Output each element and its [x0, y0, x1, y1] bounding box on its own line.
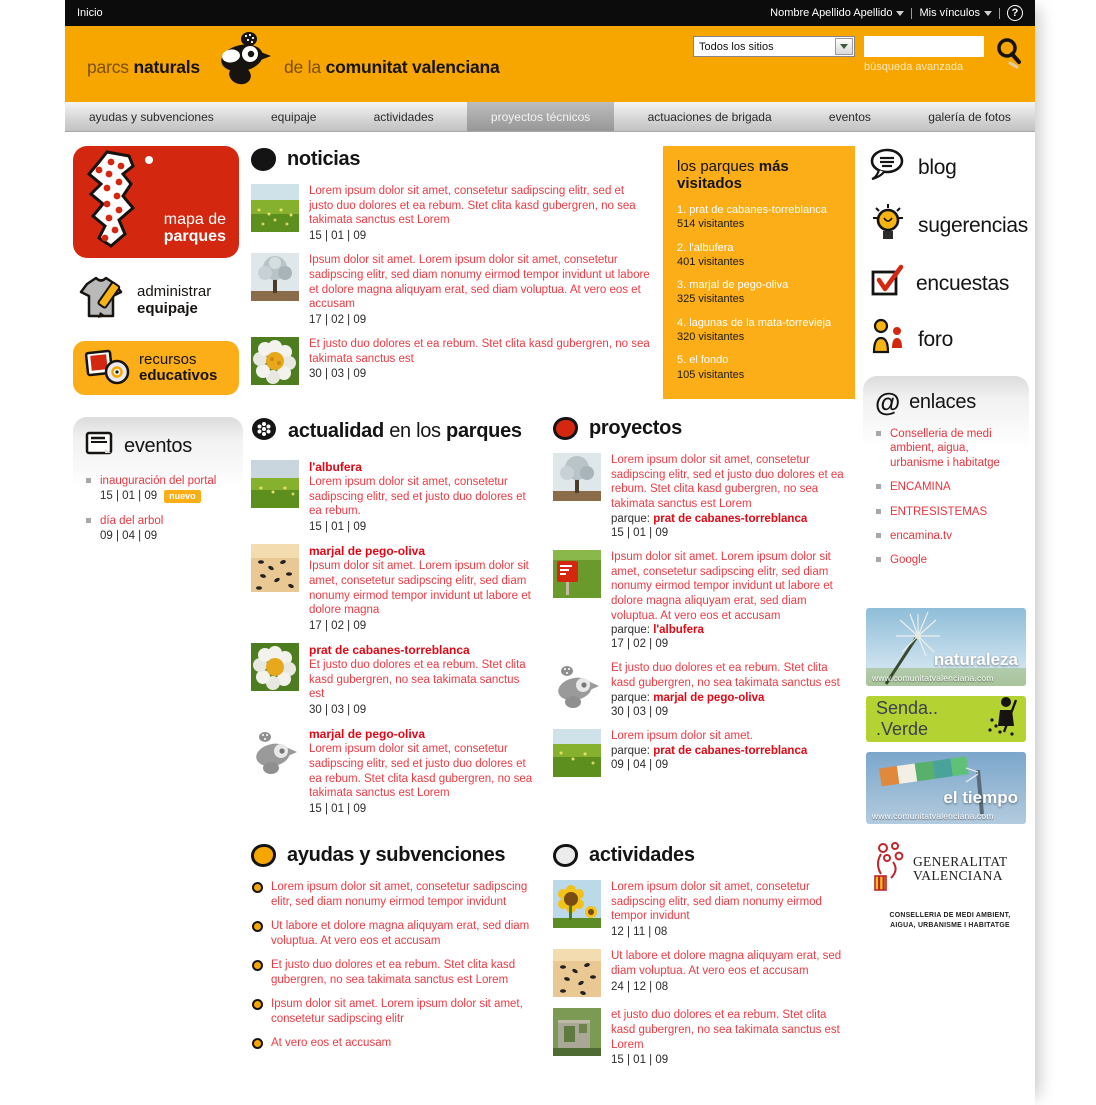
news-item	[251, 337, 651, 385]
grant-link[interactable]: At vero eos et accusam	[271, 1036, 392, 1049]
my-links-menu[interactable]: Mis vínculos	[919, 7, 992, 19]
actuality-date: 15 | 01 | 09	[309, 803, 367, 816]
news-link[interactable]: Ipsum dolor sit amet. Lorem ipsum dolor sit amet, consetetur sadipscing elitr, sed diam nonumy eirmod tempor invidunt ut labore et dolore magna aliquyam erat, sed diam voluptua. At vero eos et accusam	[309, 254, 650, 311]
advanced-search-link[interactable]: búsqueda avanzada	[864, 61, 964, 73]
row-news	[251, 146, 855, 399]
news-item	[251, 184, 651, 242]
chevron-down-icon	[896, 11, 904, 16]
most-visited-panel	[663, 146, 855, 399]
project-date: 15 | 01 | 09	[611, 526, 669, 539]
visited-park-item	[677, 278, 841, 307]
grant-item	[271, 919, 535, 949]
resources-icon	[81, 346, 133, 391]
winter-tree-photo[interactable]	[553, 453, 601, 501]
people-icon	[869, 318, 907, 361]
news-link[interactable]: Et justo duo dolores et ea rebum. Stet clita kasd gubergren, no sea takimata sanctus est	[309, 338, 650, 365]
project-link[interactable]: Lorem ipsum dolor sit amet.	[611, 729, 753, 742]
activities-section	[553, 842, 855, 1077]
left-sidebar	[65, 146, 247, 1077]
search-area	[693, 36, 1023, 73]
grant-link[interactable]: Ipsum dolor sit amet. Lorem ipsum dolor sit amet, consetetur sadipscing elitr	[271, 997, 523, 1025]
search-input-column	[864, 36, 984, 73]
map-promo-label: mapa de parques	[163, 210, 226, 246]
projects-blob-icon	[553, 417, 578, 440]
visitor-count: 105 visitantes	[677, 368, 745, 381]
actuality-item	[251, 460, 535, 533]
event-date: 15 | 01 | 09 nuevo	[100, 489, 231, 503]
park-link[interactable]: l'albufera	[653, 624, 704, 637]
field-sign-photo[interactable]	[553, 550, 601, 598]
search-button[interactable]	[993, 36, 1023, 73]
links-panel	[863, 376, 1029, 594]
news-title: noticias	[251, 148, 651, 171]
event-link[interactable]: inauguración del portal	[100, 475, 217, 487]
project-park: parque: prat de cabanes-torreblanca	[611, 512, 808, 525]
news-date: 30 | 03 | 09	[309, 368, 367, 381]
news-item	[251, 253, 651, 326]
winter-tree-photo[interactable]	[251, 253, 299, 301]
project-item	[553, 550, 851, 651]
banner-url: www.comunitatvalenciana.com	[872, 810, 994, 821]
project-item-body	[611, 661, 851, 717]
main-content	[65, 132, 1035, 1105]
park-link[interactable]: marjal de pego-oliva	[653, 691, 765, 704]
external-link[interactable]: encamina.tv	[890, 529, 953, 542]
news-item-body	[309, 337, 651, 385]
grant-item	[271, 958, 535, 988]
actuality-blob-icon	[251, 417, 277, 447]
projects-title: proyectos	[553, 417, 851, 440]
logo-text-left: parcs naturals	[87, 57, 200, 77]
project-link[interactable]: Ipsum dolor sit amet. Lorem ipsum dolor sit amet, consetetur sadipscing elitr, sed diam nonumy eirmod tempor invidunt ut labore et dolore magna aliquyam erat, sed diam voluptua. At vero eos et accusam	[611, 550, 833, 622]
activity-date: 24 | 12 | 08	[611, 980, 669, 993]
user-menu[interactable]: Nombre Apellido Apellido	[770, 7, 904, 19]
project-item-body	[611, 550, 851, 651]
center-column	[247, 146, 863, 1077]
project-item	[553, 661, 851, 717]
activity-item-body	[611, 880, 851, 938]
event-link[interactable]: día del arbol	[100, 514, 164, 527]
external-link[interactable]: Google	[890, 554, 928, 567]
visited-park-item	[677, 316, 841, 345]
park-link[interactable]: prat de cabanes-torreblanca	[653, 744, 808, 757]
sidebar-item-encuestas[interactable]: encuestas	[869, 264, 1031, 303]
grants-blob-icon	[251, 844, 276, 867]
actuality-item	[251, 643, 535, 716]
actuality-link[interactable]: Ipsum dolor sit amet. Lorem ipsum dolor sit amet, consetetur sadipscing elitr, sed diam nonumy eirmod tempor invidunt ut labore et dolore magna	[309, 560, 531, 617]
links-title: @ enlaces	[875, 387, 976, 417]
park-title-link[interactable]: marjal de pego-oliva	[309, 727, 426, 742]
park-title-link[interactable]: prat de cabanes-torreblanca	[309, 643, 470, 657]
news-item-body	[309, 253, 651, 326]
main-nav	[65, 102, 1035, 132]
search-icon	[993, 58, 1023, 73]
hiker-figure-icon	[982, 696, 1026, 742]
park-link[interactable]: 5. el fondo	[677, 354, 729, 367]
external-link-item	[890, 505, 1017, 519]
actuality-link[interactable]: Et justo duo dolores et ea rebum. Stet clita kasd gubergren, no sea takimata sanctus est	[309, 659, 526, 701]
external-link[interactable]: ENTRESISTEMAS	[890, 505, 988, 518]
park-link[interactable]: 3. marjal de pego-oliva	[677, 279, 789, 292]
right-sidebar	[863, 146, 1035, 1077]
news-section	[251, 146, 663, 399]
gva-logo	[871, 840, 1029, 899]
divider	[911, 8, 912, 19]
banner-title: naturaleza	[933, 649, 1018, 669]
park-title-link[interactable]: marjal de pego-oliva	[309, 544, 426, 559]
new-badge: nuevo	[164, 490, 201, 503]
project-item-body	[611, 729, 807, 777]
gray-bird-logo-photo[interactable]	[251, 727, 299, 775]
sidebar-item-sugerencias[interactable]: sugerencias	[869, 202, 1031, 249]
tab-actividades[interactable]: actividades	[373, 109, 434, 124]
banner-senda-verde[interactable]	[866, 696, 1026, 742]
row-actuality-projects	[251, 415, 855, 826]
external-link-item	[890, 480, 1017, 494]
events-title: eventos	[85, 430, 231, 462]
project-park: parque: l'albufera	[611, 624, 704, 637]
home-link[interactable]: Inicio	[77, 7, 103, 19]
external-link-item	[890, 553, 1017, 567]
activity-item	[553, 880, 851, 938]
actuality-date: 30 | 03 | 09	[309, 704, 367, 717]
tab-actuaciones-de-brigada[interactable]: actuaciones de brigada	[647, 109, 772, 124]
tab-equipaje[interactable]: equipaje	[271, 109, 317, 124]
top-bar-right	[770, 5, 1023, 21]
project-date: 09 | 04 | 09	[611, 758, 669, 771]
actuality-date: 15 | 01 | 09	[309, 521, 367, 534]
banner-naturaleza[interactable]	[866, 608, 1026, 686]
activity-link[interactable]: Lorem ipsum dolor sit amet, consetetur sadipscing elitr, sed diam nonumy eirmod tempor invidunt	[611, 881, 822, 923]
activity-item-body	[611, 949, 851, 997]
actuality-item-body	[309, 460, 535, 533]
activities-blob-icon	[553, 844, 578, 867]
activity-item-body	[611, 1008, 851, 1066]
news-date: 15 | 01 | 09	[309, 230, 367, 243]
visitor-count: 320 visitantes	[677, 331, 745, 344]
activity-link[interactable]: et justo duo dolores et ea rebum. Stet clita kasd gubergren, no sea takimata sanctus est Lorem	[611, 1009, 840, 1051]
activity-date: 15 | 01 | 09	[611, 1054, 669, 1067]
event-date: 09 | 04 | 09	[100, 530, 158, 543]
actuality-item	[251, 544, 535, 632]
site-header	[65, 26, 1035, 102]
logo-text-right: de la comunitat valenciana	[283, 57, 500, 77]
park-link[interactable]: 4. lagunas de la mata-torrevieja	[677, 316, 832, 329]
actuality-date: 17 | 02 | 09	[309, 620, 367, 632]
most-visited-title: los parques más visitados	[677, 158, 789, 192]
meadow-photo[interactable]	[251, 460, 299, 508]
grant-link[interactable]: Ut labore et dolore magna aliquyam erat, sed diam voluptua. At vero eos et accusam	[271, 919, 530, 947]
top-bar	[65, 0, 1035, 26]
grants-title: ayudas y subvenciones	[251, 844, 535, 867]
sidebar-item-blog[interactable]: blog	[869, 148, 1031, 187]
news-link[interactable]: Lorem ipsum dolor sit amet, consetetur sadipscing elitr, sed et justo duo dolores et ea rebum. Stet clita kasd gubergren, no sea takimata sanctus est Lorem	[309, 185, 636, 227]
project-item	[553, 729, 851, 777]
calendar-icon	[85, 430, 115, 462]
external-link[interactable]: Conselleria de medi ambient, aigua, urbanisme i habitatge	[890, 428, 1000, 469]
search-scope-select[interactable]: Todos los sitios	[693, 36, 855, 57]
equipment-promo-label: administrar equipaje	[137, 283, 212, 317]
bees-photo[interactable]	[553, 949, 601, 997]
project-date: 17 | 02 | 09	[611, 638, 669, 651]
bird-logo-icon	[209, 30, 275, 91]
meadow-photo[interactable]	[251, 184, 299, 232]
actuality-item-body	[309, 727, 535, 815]
visitor-count: 325 visitantes	[677, 293, 745, 306]
tab-galeria-de-fotos[interactable]: galería de fotos	[928, 109, 1011, 124]
actuality-link[interactable]: Lorem ipsum dolor sit amet, consetetur sadipscing elitr, sed et justo duo dolores et ea rebum. Stet clita kasd gubergren, no sea takimata sanctus est Lorem	[309, 743, 533, 800]
daisy-photo[interactable]	[251, 337, 299, 385]
banner-url: www.comunitatvalenciana.com	[872, 672, 994, 683]
news-blob-icon	[251, 148, 276, 171]
chevron-down-icon	[840, 44, 848, 49]
banner-title: el tiempo	[943, 787, 1018, 807]
tab-proyectos-tecnicos[interactable]: proyectos técnicos	[467, 102, 614, 131]
news-item-body	[309, 184, 651, 242]
divider	[999, 8, 1000, 19]
project-link[interactable]: Lorem ipsum dolor sit amet, consetetur sadipscing elitr, sed et justo duo dolores et ea rebum. Stet clita kasd gubergren, no sea takimata sanctus est Lorem	[611, 453, 844, 511]
select-dropdown-button[interactable]	[835, 38, 853, 55]
ruins-photo[interactable]	[553, 1008, 601, 1056]
banner-el-tiempo[interactable]	[866, 752, 1026, 824]
help-icon[interactable]: ?	[1007, 5, 1023, 21]
tshirt-pencil-icon	[75, 274, 131, 327]
search-input[interactable]	[864, 36, 984, 57]
actuality-item	[251, 727, 535, 815]
sunflower-photo[interactable]	[553, 880, 601, 928]
chevron-down-icon	[984, 11, 992, 16]
project-link[interactable]: Et justo duo dolores et ea rebum. Stet clita kasd gubergren, no sea takimata sanctus est	[611, 662, 840, 690]
news-date: 17 | 02 | 09	[309, 314, 367, 327]
generalitat-valenciana-block	[871, 840, 1029, 932]
activity-item	[553, 949, 851, 997]
gva-name: GENERALITAT VALENCIANA	[913, 854, 1008, 884]
activity-date: 12 | 11 | 08	[611, 926, 668, 939]
project-park: parque: prat de cabanes-torreblanca	[611, 744, 808, 757]
bees-photo[interactable]	[251, 544, 299, 592]
page	[65, 0, 1035, 1105]
sidebar-item-foro[interactable]: foro	[869, 318, 1031, 361]
speech-bubble-icon	[869, 148, 907, 187]
gray-bird-logo-photo[interactable]	[553, 661, 601, 709]
checkbox-check-icon	[869, 264, 905, 303]
manage-equipment-link[interactable]	[75, 274, 247, 327]
banner-title: Senda.. .Verde	[876, 697, 939, 739]
actuality-section	[251, 415, 553, 826]
visitor-count: 514 visitantes	[677, 218, 745, 231]
row-grants-activities	[251, 842, 855, 1077]
grants-section	[251, 842, 553, 1077]
actuality-item-body	[309, 544, 535, 632]
visited-park-item	[677, 241, 841, 270]
projects-section	[553, 415, 855, 826]
activities-title: actividades	[553, 844, 851, 867]
project-item-body	[611, 453, 851, 539]
site-logo[interactable]	[87, 44, 500, 91]
visitor-count: 401 visitantes	[677, 255, 745, 268]
event-item	[100, 514, 231, 544]
project-date: 30 | 03 | 09	[611, 705, 669, 718]
grant-link[interactable]: Et justo duo dolores et ea rebum. Stet clita kasd gubergren, no sea takimata sanctus est Lorem	[271, 958, 516, 986]
resources-promo-label: recursos educativos	[139, 350, 218, 384]
grant-link[interactable]: Lorem ipsum dolor sit amet, consetetur sadipscing elitr, sed diam nonumy eirmod tempor invidunt	[271, 881, 528, 908]
park-link[interactable]: 1. prat de cabanes-torreblanca	[677, 204, 827, 216]
gva-department: CONSELLERIA DE MEDI AMBIENT, AIGUA, URBANISME I HABITATGE	[889, 911, 1011, 929]
meadow-photo[interactable]	[553, 729, 601, 777]
actuality-item-body	[309, 643, 535, 716]
park-map-promo[interactable]	[73, 146, 239, 258]
grant-item	[271, 997, 535, 1027]
visited-park-item	[677, 353, 841, 382]
external-link[interactable]: ENCAMINA	[890, 481, 951, 494]
park-link[interactable]: prat de cabanes-torreblanca	[653, 512, 808, 525]
daisy-photo[interactable]	[251, 643, 299, 691]
project-park: parque: marjal de pego-oliva	[611, 691, 765, 704]
valencia-map-icon	[73, 245, 165, 262]
project-item	[553, 453, 851, 539]
activity-item	[553, 1008, 851, 1066]
event-item	[100, 474, 231, 504]
tab-ayudas-y-subvenciones[interactable]: ayudas y subvenciones	[89, 109, 214, 124]
external-link-item	[890, 529, 1017, 543]
external-link-item	[890, 427, 1017, 470]
grant-item	[271, 1036, 535, 1051]
tab-eventos[interactable]: eventos	[828, 109, 871, 124]
at-sign-icon: @	[875, 387, 901, 417]
lightbulb-icon	[869, 202, 907, 249]
educational-resources-link[interactable]	[73, 341, 239, 395]
events-panel	[73, 417, 243, 570]
park-title-link[interactable]: l'albufera	[309, 459, 362, 474]
actuality-title: actualidad en los parques	[251, 417, 535, 447]
park-link[interactable]: 2. l'albufera	[677, 241, 734, 254]
grant-item	[271, 880, 535, 910]
activity-link[interactable]: Ut labore et dolore magna aliquyam erat, sed diam voluptua. At vero eos et accusam	[611, 950, 842, 977]
gva-emblem-icon	[871, 840, 907, 899]
visited-park-item	[677, 203, 841, 232]
actuality-link[interactable]: Lorem ipsum dolor sit amet, consetetur sadipscing elitr, sed et justo duo dolores et ea rebum.	[309, 475, 526, 518]
